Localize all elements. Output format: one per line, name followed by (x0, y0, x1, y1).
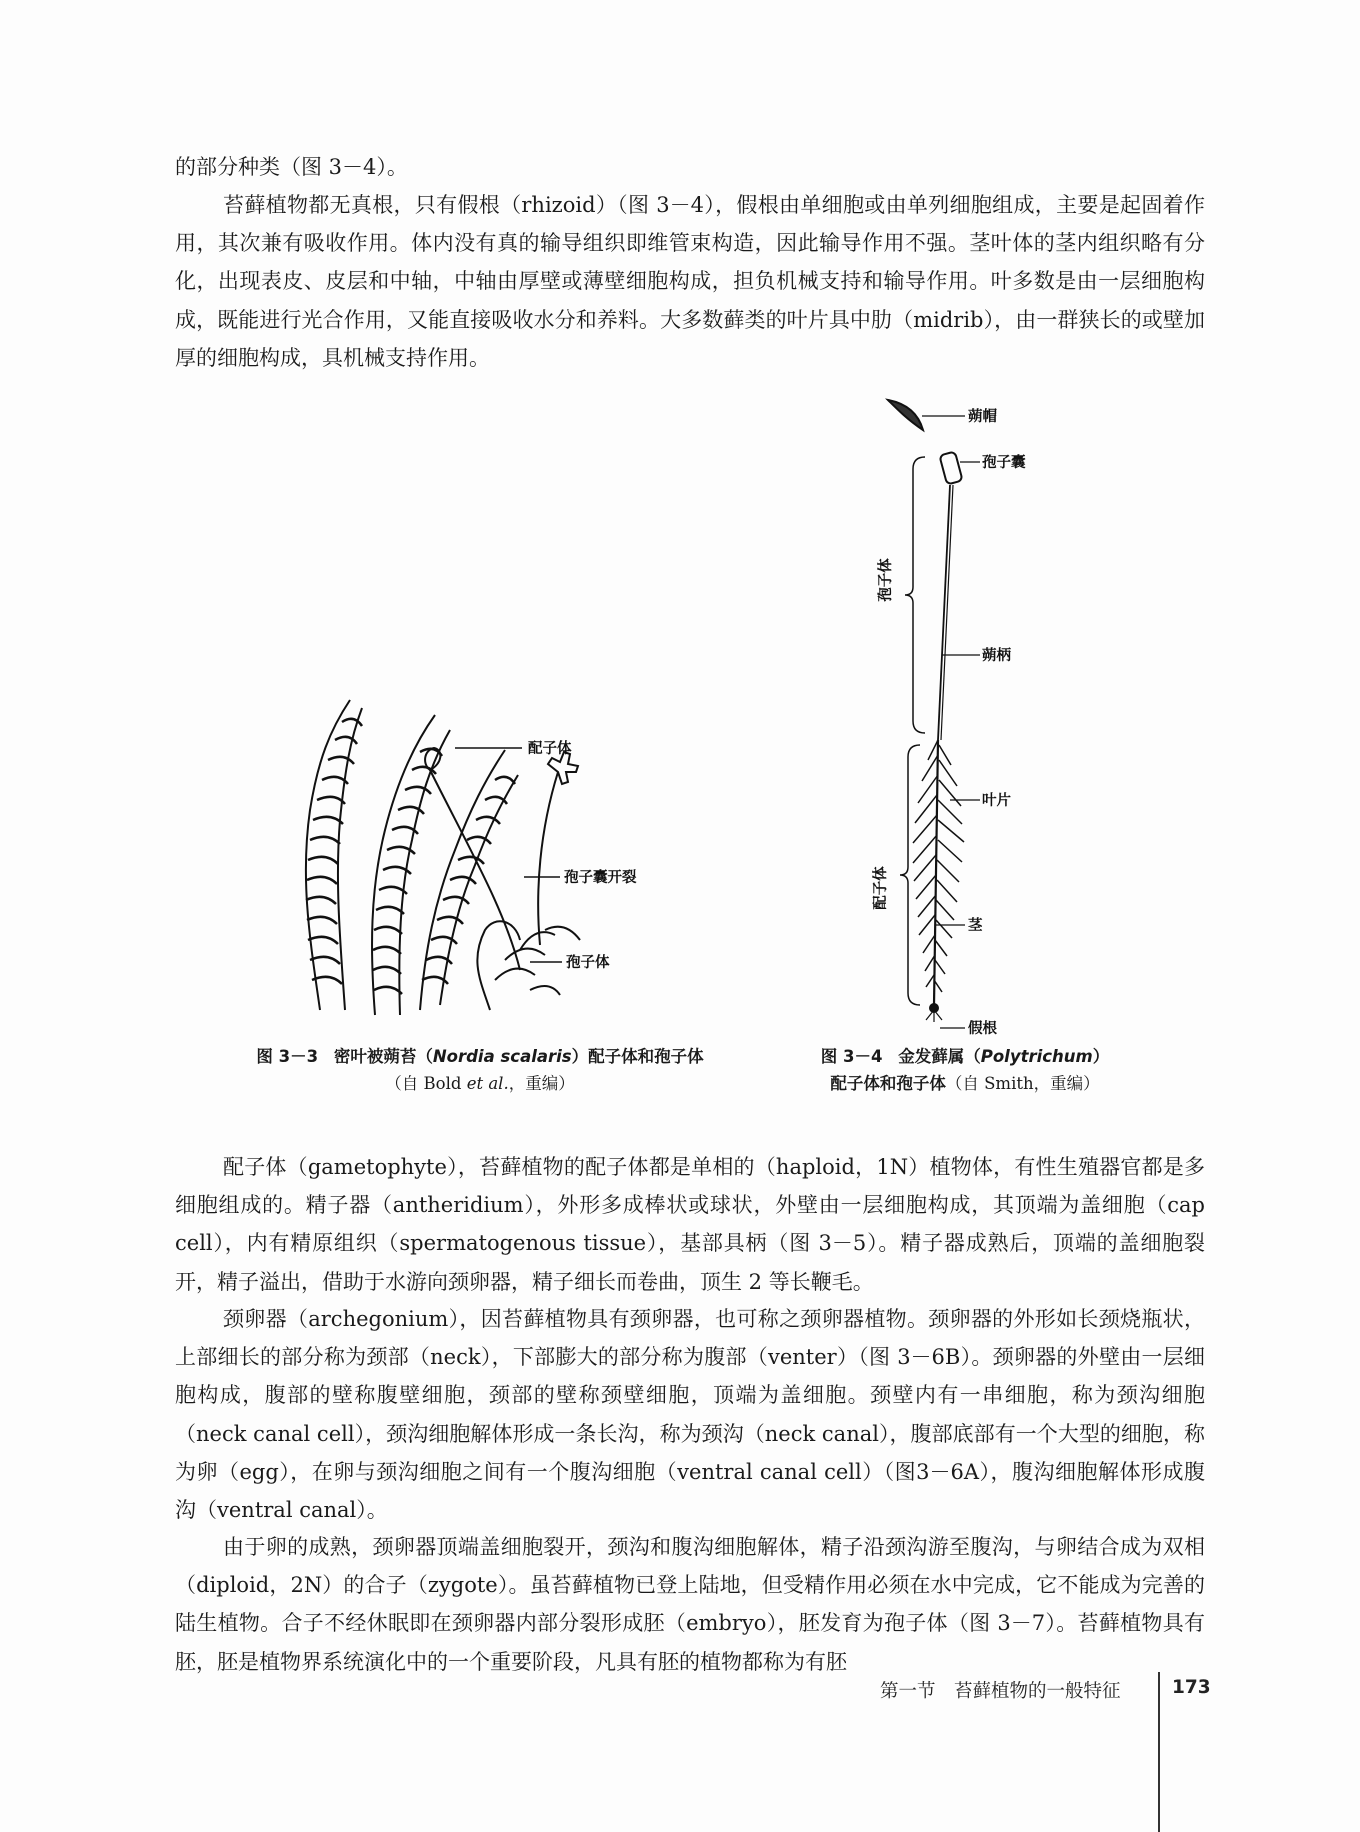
figure-3-3-source: （自 Bold et al.，重编） (385, 1074, 575, 1093)
page-number: 173 (1172, 1677, 1211, 1698)
figure-3-4-source: 配子体和孢子体（自 Smith，重编） (830, 1074, 1100, 1093)
label-sporophyte-bracket: 孢子体 (878, 558, 894, 602)
label-capsule-open: 孢子囊开裂 (564, 870, 637, 886)
paragraph-5: 由于卵的成熟，颈卵器顶端盖细胞裂开，颈沟和腹沟细胞解体，精子沿颈沟游至腹沟，与卵结合成为双相（diploid，2N）的合子（zygote）。虽苔藓植物已登上陆地，但受精作用必须在水中完成，它不能成为完善的陆生植物。合子不经休眠即在颈卵器内部分裂形成胚（embryo），胚发育为孢子体（图 3－7）。苔藓植物具有胚，胚是植物界系统演化中的一个重要阶段，凡具有胚的植物都称为有胚 (175, 1535, 1205, 1674)
label-leaf: 叶片 (982, 793, 1011, 809)
label-stem: 茎 (968, 918, 983, 934)
label-rhizoid: 假根 (968, 1021, 997, 1037)
label-seta: 蒴柄 (982, 648, 1011, 664)
figure-3-4-caption (785, 1043, 1145, 1097)
running-footer-section: 第一节 苔藓植物的一般特征 (880, 1681, 1121, 1702)
paragraph-4: 颈卵器（archegonium），因苔藓植物具有颈卵器，也可称之颈卵器植物。颈卵器的外形如长颈烧瓶状，上部细长的部分称为颈部（neck），下部膨大的部分称为腹部（venter）（图 3－6B）。颈卵器的外壁由一层细胞构成，腹部的壁称腹壁细胞，颈部的壁称颈壁细胞，顶端为盖细胞。颈壁内有一串细胞，称为颈沟细胞（neck canal cell），颈沟细胞解体形成一条长沟，称为颈沟（neck canal），腹部底部有一个大型的细胞，称为卵（egg），在卵与颈沟细胞之间有一个腹沟细胞（ventral canal cell）（图3－6A），腹沟细胞解体形成腹沟（ventral canal）。 (175, 1307, 1205, 1523)
label-gametophyte: 配子体 (528, 741, 572, 757)
label-sporophyte: 孢子体 (566, 955, 610, 971)
figure-3-3-title: 图 3－3 密叶被蒴苔（Nordia scalaris）配子体和孢子体 (256, 1047, 704, 1066)
paragraph-2: 苔藓植物都无真根，只有假根（rhizoid）（图 3－4），假根由单细胞或由单列细胞组成，主要是起固着作用，其次兼有吸收作用。体内没有真的输导组织即维管束构造，因此输导作用不强。茎叶体的茎内组织略有分化，出现表皮、皮层和中轴，中轴由厚壁或薄壁细胞构成，担负机械支持和输导作用。叶多数是由一层细胞构成，既能进行光合作用，又能直接吸收水分和养料。大多数藓类的叶片具中肋（midrib），由一群狭长的或壁加厚的细胞构成，具机械支持作用。 (175, 193, 1205, 370)
paragraph-3: 配子体（gametophyte），苔藓植物的配子体都是单相的（haploid，1N）植物体，有性生殖器官都是多细胞组成的。精子器（antheridium），外形多成棒状或球状，外壁由一层细胞构成，其顶端为盖细胞（cap cell），内有精原组织（spermatogenous tissue），基部具柄（图 3－5）。精子器成熟后，顶端的盖细胞裂开，精子溢出，借助于水游向颈卵器，精子细长而卷曲，顶生 2 等长鞭毛。 (175, 1155, 1205, 1294)
figure-3-4-title: 图 3－4 金发藓属（Polytrichum） (820, 1047, 1110, 1066)
label-capsule: 孢子囊 (982, 455, 1026, 471)
label-calyptra: 蒴帽 (968, 409, 997, 425)
footer-divider (1158, 1672, 1160, 1832)
paragraph-1: 的部分种类（图 3－4）。 (175, 155, 408, 179)
label-gametophyte-bracket: 配子体 (873, 866, 889, 910)
